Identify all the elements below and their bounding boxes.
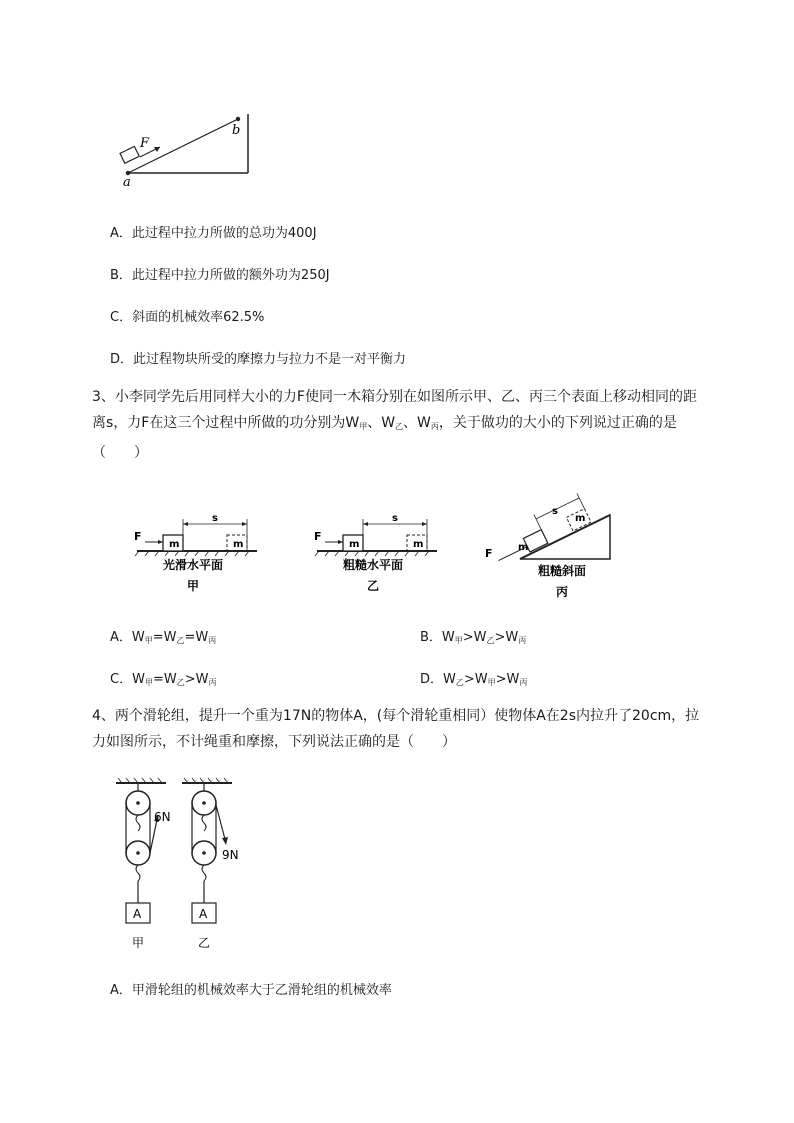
svg-text:甲: 甲 (132, 936, 145, 950)
q2-option-c: C．斜面的机械效率62.5% (110, 310, 265, 325)
svg-text:m: m (169, 539, 180, 550)
q3-option-b: B．$W_甲>W_乙>W_丙$ (420, 630, 527, 645)
svg-text:乙: 乙 (366, 579, 380, 593)
q3-figure (125, 485, 625, 603)
q3-line1: 3、小李同学先后用同样大小的力F使同一木箱分别在如图所示甲、乙、丙三个表面上移动相同的距 (92, 389, 697, 405)
svg-text:光滑水平面: 光滑水平面 (162, 558, 224, 572)
pulley-jia (116, 778, 171, 950)
pulley-figure (108, 775, 268, 955)
panel-yi (314, 513, 437, 593)
svg-text:6N: 6N (154, 810, 171, 824)
q3-option-a: A．$W_甲=W_乙=W_丙$ (110, 630, 217, 645)
force-label: F (140, 136, 150, 151)
svg-text:m: m (518, 542, 529, 553)
svg-text:粗糙水平面: 粗糙水平面 (342, 558, 404, 572)
svg-text:F: F (485, 547, 493, 560)
svg-text:m: m (575, 513, 586, 524)
svg-text:9N: 9N (222, 848, 239, 862)
pulley-yi (182, 778, 239, 950)
incline-figure (110, 105, 260, 190)
svg-text:m: m (233, 539, 244, 550)
point-b-label: b (232, 123, 241, 138)
svg-text:A: A (199, 907, 208, 921)
svg-text:m: m (413, 539, 424, 550)
q4-stem (92, 703, 742, 755)
panel-jia (134, 513, 257, 593)
svg-text:甲: 甲 (186, 579, 200, 593)
q3-option-c: C．$W_甲=W_乙>W_丙$ (110, 672, 217, 687)
q4-option-a: A．甲滑轮组的机械效率大于乙滑轮组的机械效率 (110, 983, 392, 998)
q2-option-b: B．此过程中拉力所做的额外功为250J (110, 268, 330, 283)
svg-text:s: s (212, 513, 218, 524)
point-a-label: a (123, 175, 131, 190)
q4-line1: 4、两个滑轮组，提升一个重为17N的物体A，(每个滑轮重相同）使物体A在2s内拉升了20cm，拉 (92, 708, 700, 724)
svg-text:m: m (349, 539, 360, 550)
panel-bing (485, 493, 610, 599)
svg-text:乙: 乙 (198, 936, 211, 950)
svg-text:A: A (133, 907, 142, 921)
q3-option-d: D．$W_乙>W_甲>W_丙$ (420, 672, 528, 687)
svg-text:F: F (314, 530, 322, 543)
q4-line2: 力如图所示，不计绳重和摩擦，下列说法正确的是（ ） (92, 734, 456, 750)
q2-option-d: D．此过程物块所受的摩擦力与拉力不是一对平衡力 (110, 352, 407, 367)
svg-text:粗糙斜面: 粗糙斜面 (537, 564, 587, 578)
q3-line3: （ ） (92, 445, 148, 461)
q3-line2: 离s，力F在这三个过程中所做的功分别为$W_甲$、$W_乙$、$W_丙$，关于做功的大小的下列说过正确的是 (92, 415, 677, 431)
q3-stem (92, 384, 742, 466)
svg-text:s: s (392, 513, 398, 524)
q2-option-a: A．此过程中拉力所做的总功为400J (110, 226, 317, 241)
svg-text:丙: 丙 (555, 585, 569, 599)
svg-text:F: F (134, 530, 142, 543)
svg-text:s: s (552, 506, 558, 517)
